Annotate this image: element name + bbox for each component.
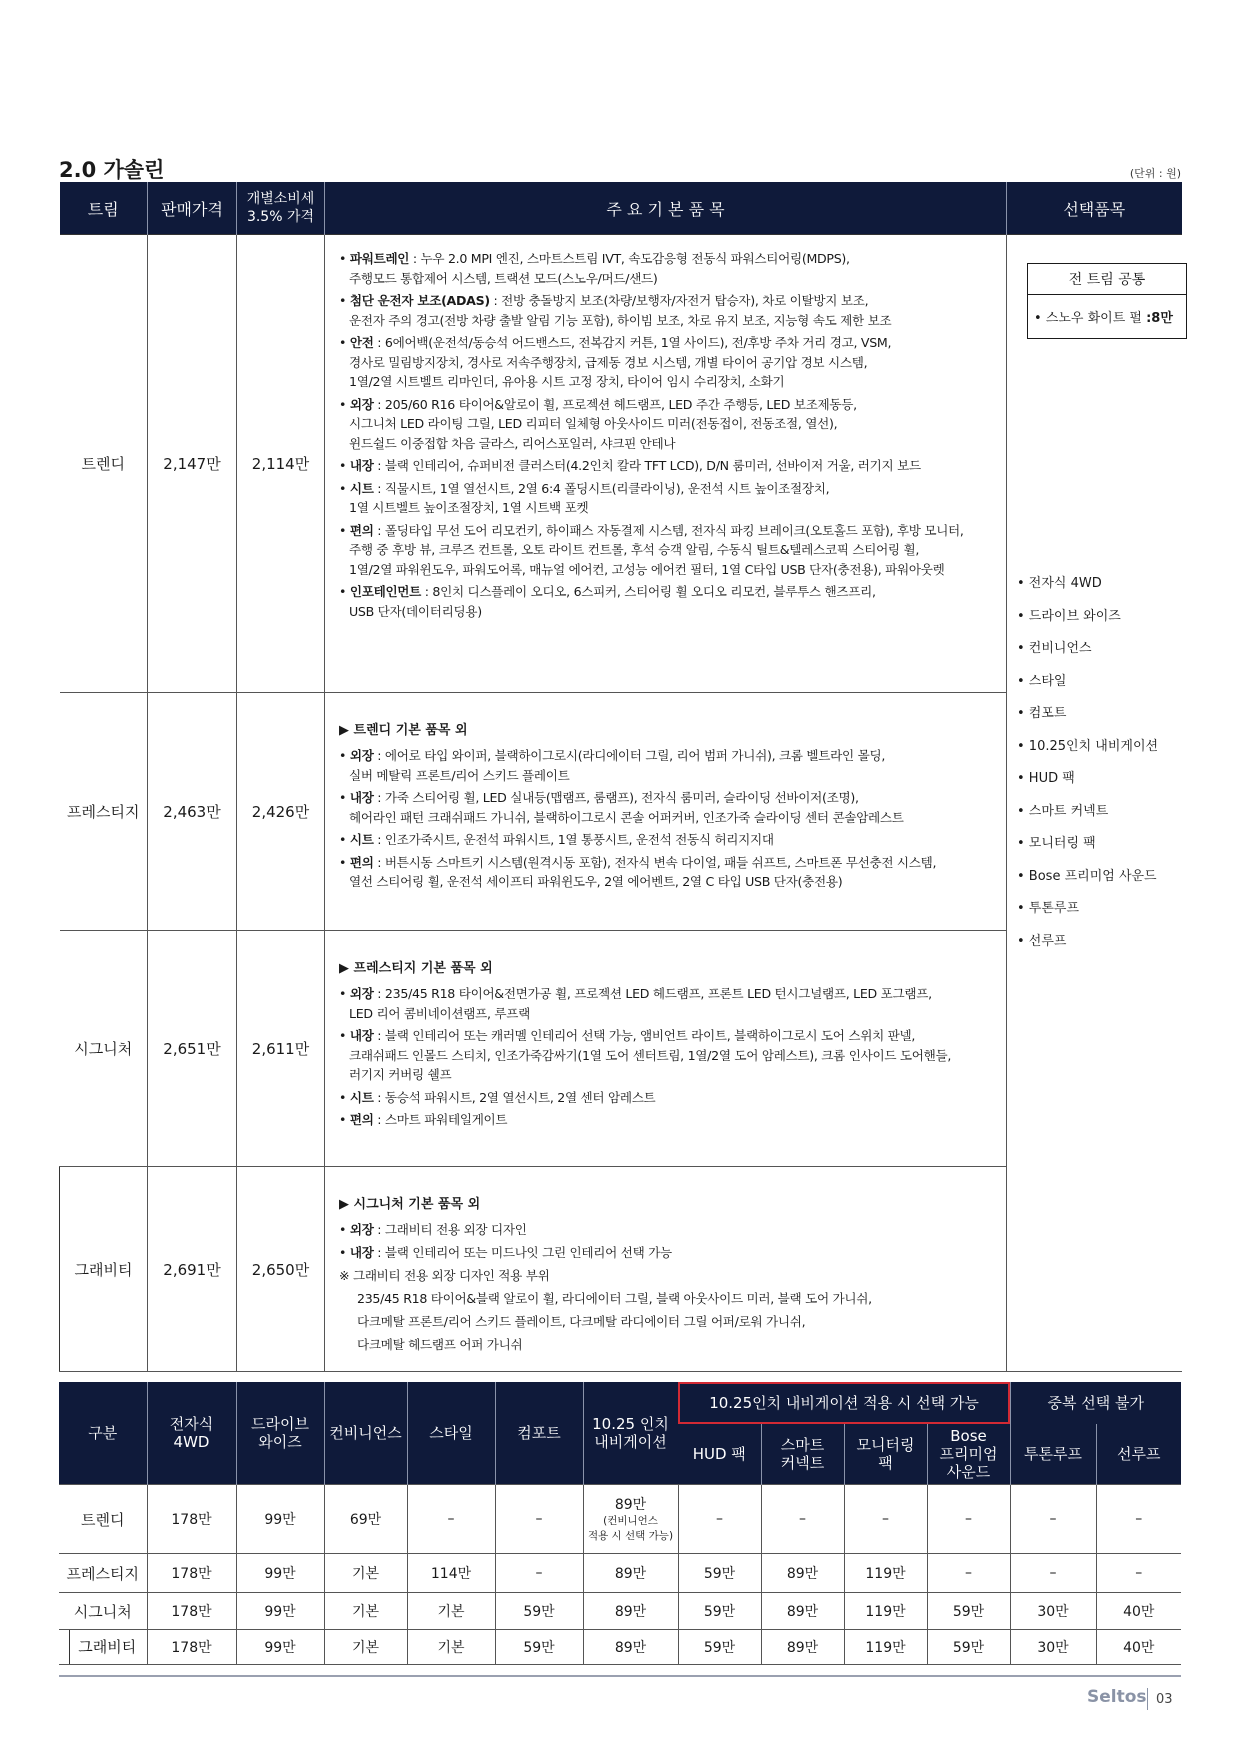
cell: 기본 — [407, 1630, 495, 1665]
price: 2,147만 — [148, 235, 237, 693]
option-item: • 선루프 — [1017, 933, 1067, 949]
cell: – — [407, 1485, 495, 1554]
common-option-item: • 스노우 화이트 펄 :8만 — [1034, 311, 1173, 326]
cell: 69만 — [324, 1485, 407, 1554]
cell: 178만 — [147, 1593, 236, 1630]
cell: 기본 — [324, 1554, 407, 1593]
header-excise-line2: 3.5% 가격 — [246, 209, 315, 225]
trim-name: 트렌디 — [60, 235, 148, 693]
feature-line: • 편의 : 폴딩타입 무선 도어 리모컨키, 하이패스 자동결제 시스템, 전자식 파킹 브레이크(오토홀드 포함), 후방 모니터, 주행 중 후방 뷰, 크루즈 컨트롤, 오토 라이트 컨트롤, 후석 승객 알림, 수동식 틸트&텔레스코픽 스티어링 휠, 1열/2열 파워윈도우, 파워도어록, 매뉴얼 에어컨, 고성능 에어컨 필터, 1열 C타입 USB 단자(충전용), 파워아웃렛 — [339, 522, 964, 577]
cell: 89만 — [761, 1593, 844, 1630]
feature-line: • 내장 : 블랙 인테리어 또는 미드나잇 그린 인테리어 선택 가능 — [339, 1244, 672, 1260]
cell: 59만 — [927, 1593, 1010, 1630]
cell: 89만 — [761, 1554, 844, 1593]
option-item: • 투톤루프 — [1017, 901, 1080, 916]
cell: 기본 — [407, 1593, 495, 1630]
footer-divider — [59, 1675, 1181, 1677]
option-item: • 전자식 4WD — [1017, 576, 1102, 591]
cell: 89만 — [583, 1630, 678, 1665]
trim-feature-table — [59, 182, 1182, 1372]
header-options: 선택품목 — [1007, 182, 1182, 235]
col-hud: HUD 팩 — [678, 1424, 761, 1485]
gravity-note-title: ※ 그래비티 전용 외장 디자인 적용 부위 — [339, 1268, 550, 1283]
cell: 59만 — [678, 1593, 761, 1630]
option-item: • 컨비니언스 — [1017, 641, 1092, 656]
cell: 99만 — [236, 1593, 324, 1630]
cell: – — [927, 1554, 1010, 1593]
col-drivewise: 드라이브 와이즈 — [236, 1382, 324, 1485]
feature-line: • 내장 : 블랙 인테리어, 슈퍼비전 클러스터(4.2인치 칼라 TFT LCD), D/N 룸미러, 선바이저 거울, 러기지 보드 — [339, 458, 921, 473]
cell: – — [1096, 1554, 1181, 1593]
cell: – — [495, 1554, 583, 1593]
header-excise-line1: 개별소비세 — [246, 191, 315, 207]
cell: 178만 — [147, 1630, 236, 1665]
cell: – — [1096, 1485, 1181, 1554]
common-option-box — [1027, 263, 1187, 339]
cell: 30만 — [1010, 1593, 1096, 1630]
col-sunroof: 선루프 — [1096, 1424, 1181, 1485]
cell: – — [844, 1485, 927, 1554]
col-bose: Bose 프리미엄 사운드 — [927, 1424, 1010, 1485]
cell: 89만 — [583, 1593, 678, 1630]
excise-price: 2,426만 — [237, 693, 325, 931]
price: 2,463만 — [148, 693, 237, 931]
price: 2,691만 — [148, 1167, 237, 1372]
feature-list — [325, 1167, 1007, 1372]
feature-line: • 파워트레인 : 누우 2.0 MPI 엔진, 스마트스트림 IVT, 속도감응형 전동식 파워스티어링(MDPS), 주행모드 통합제어 시스템, 트랙션 모드(스노우/머드/샌드) — [339, 251, 850, 286]
option-item: • 10.25인치 내비게이션 — [1017, 738, 1159, 754]
header-excise-price — [237, 182, 325, 235]
cell: 119만 — [844, 1554, 927, 1593]
table-row — [59, 1593, 1181, 1630]
header-main-features: 주 요 기 본 품 목 — [325, 182, 1007, 235]
navigation-note: (컨비니언스 적용 시 선택 가능) — [587, 1515, 674, 1542]
cell: – — [761, 1485, 844, 1554]
feature-line: • 인포테인먼트 : 8인치 디스플레이 오디오, 6스피커, 스티어링 휠 오디오 리모컨, 블루투스 핸즈프리, USB 단자(데이터리딩용) — [339, 584, 876, 619]
row-trim: 프레스티지 — [59, 1554, 147, 1593]
cell: 114만 — [407, 1554, 495, 1593]
cell: – — [678, 1485, 761, 1554]
col-navigation: 10.25 인치 내비게이션 — [583, 1382, 678, 1485]
col-group: 구분 — [59, 1382, 147, 1485]
trim-name: 프레스티지 — [60, 693, 148, 931]
brand-name: Seltos — [1087, 1687, 1147, 1707]
cell: 기본 — [324, 1593, 407, 1630]
feature-line: • 외장 : 235/45 R18 타이어&전면가공 휠, 프로젝션 LED 헤드램프, 프론트 LED 턴시그널램프, LED 포그램프, LED 리어 콤비네이션램프, 루프랙 — [339, 986, 932, 1021]
row-trendy — [60, 235, 1182, 693]
option-price-table — [59, 1382, 1181, 1665]
option-item: • HUD 팩 — [1017, 771, 1075, 786]
trim-name: 그래비티 — [60, 1167, 148, 1372]
trim-name: 시그니처 — [60, 931, 148, 1167]
table-row — [59, 1554, 1181, 1593]
cell: – — [927, 1485, 1010, 1554]
excise-price: 2,650만 — [237, 1167, 325, 1372]
cell: 59만 — [678, 1630, 761, 1665]
table-row — [59, 1485, 1181, 1554]
gravity-note-line: 다크메탈 헤드램프 어퍼 가니쉬 — [357, 1337, 523, 1352]
cell: 178만 — [147, 1554, 236, 1593]
cell: 30만 — [1010, 1630, 1096, 1665]
table-row — [59, 1630, 1181, 1665]
excise-price: 2,114만 — [237, 235, 325, 693]
cell: 89만 — [761, 1630, 844, 1665]
gravity-note-line: 다크메탈 프론트/리어 스키드 플레이트, 다크메탈 라디에이터 그릴 어퍼/로워 가니쉬, — [357, 1314, 806, 1329]
section-title: 2.0 가솔린 — [59, 158, 165, 182]
feature-line: • 첨단 운전자 보조(ADAS) : 전방 충돌방지 보조(차량/보행자/자전거 탑승자), 차로 이탈방지 보조, 운전자 주의 경고(전방 차량 출발 알림 기능 포함), 하이빔 보조, 차로 유지 보조, 지능형 속도 제한 보조 — [339, 293, 892, 328]
unit-label: (단위 : 원) — [1129, 167, 1181, 180]
header-price: 판매가격 — [148, 182, 237, 235]
cell: 59만 — [495, 1593, 583, 1630]
option-item: • 모니터링 팩 — [1017, 836, 1096, 851]
feature-line: • 외장 : 에어로 타입 와이퍼, 블랙하이그로시(라디에이터 그릴, 리어 범퍼 가니쉬), 크롬 벨트라인 몰딩, 실버 메탈릭 프론트/리어 스키드 플레이트 — [339, 748, 886, 783]
footer-separator — [1147, 1688, 1148, 1710]
cell: 178만 — [147, 1485, 236, 1554]
cell: 89만 — [583, 1554, 678, 1593]
feature-line: • 내장 : 블랙 인테리어 또는 캐러멜 인테리어 선택 가능, 앰비언트 라이트, 블랙하이그로시 도어 스위치 판넬, 크래쉬패드 인몰드 스티치, 인조가죽감싸기(1열 도어 센터트림, 1열/2열 도어 암레스트), 크롬 인사이드 도어핸들, 러기지 커버링 쉘프 — [339, 1028, 952, 1082]
row-trim: 트렌디 — [59, 1485, 147, 1554]
col-two-tone-roof: 투톤루프 — [1010, 1424, 1096, 1485]
option-list — [1017, 574, 1172, 964]
feature-heading: ▶ 트렌디 기본 품목 외 — [339, 723, 468, 738]
cell: 119만 — [844, 1593, 927, 1630]
common-option-title: 전 트림 공통 — [1028, 264, 1186, 295]
feature-list — [325, 235, 1007, 693]
col-smart-connect: 스마트 커넥트 — [761, 1424, 844, 1485]
cell: 40만 — [1096, 1593, 1181, 1630]
col-monitoring: 모니터링 팩 — [844, 1424, 927, 1485]
col-convenience: 컨비니언스 — [324, 1382, 407, 1485]
col-comfort: 컴포트 — [495, 1382, 583, 1485]
feature-list — [325, 693, 1007, 931]
header-trim: 트림 — [60, 182, 148, 235]
cell-navigation: 89만 (컨비니언스 적용 시 선택 가능) — [583, 1485, 678, 1554]
feature-line: • 편의 : 버튼시동 스마트키 시스템(원격시동 포함), 전자식 변속 다이얼, 패들 쉬프트, 스마트폰 무선충전 시스템, 열선 스티어링 휠, 운전석 세이프티 파워윈도우, 2열 에어벤트, 2열 C 타입 USB 단자(충전용) — [339, 854, 937, 889]
cell: 59만 — [495, 1630, 583, 1665]
feature-line: • 시트 : 인조가죽시트, 운전석 파워시트, 1열 통풍시트, 운전석 전동식 허리지지대 — [339, 832, 774, 847]
exclusive-group-header: 중복 선택 불가 — [1010, 1382, 1181, 1424]
feature-line: • 내장 : 가죽 스티어링 휠, LED 실내등(맵램프, 룸램프), 전자식 룸미러, 슬라이딩 선바이저(조명), 헤어라인 패턴 크래쉬패드 가니쉬, 블랙하이그로시 콘솔 어퍼커버, 인조가죽 슬라이딩 센터 콘솔암레스트 — [339, 790, 904, 825]
feature-line: • 편의 : 스마트 파워테일게이트 — [339, 1112, 508, 1127]
cell: 119만 — [844, 1630, 927, 1665]
feature-line: • 시트 : 직물시트, 1열 열선시트, 2열 6:4 폴딩시트(리클라이닝), 운전석 시트 높이조절장치, 1열 시트벨트 높이조절장치, 1열 시트백 포켓 — [339, 480, 830, 515]
cell: 59만 — [927, 1630, 1010, 1665]
col-awd: 전자식 4WD — [147, 1382, 236, 1485]
feature-line: • 외장 : 205/60 R16 타이어&알로이 휠, 프로젝션 헤드램프, LED 주간 주행등, LED 보조제동등, 시그니처 LED 라이팅 그릴, LED 리피터 일체형 아웃사이드 미러(전동접이, 전동조절, 열선), 윈드쉴드 이중접합 차음 글라스, 리어스포일러, 샤크핀 안테나 — [339, 396, 857, 451]
cell: 99만 — [236, 1485, 324, 1554]
feature-heading: ▶ 시그니처 기본 품목 외 — [339, 1197, 481, 1212]
col-style: 스타일 — [407, 1382, 495, 1485]
cell: 59만 — [678, 1554, 761, 1593]
cell: 기본 — [324, 1630, 407, 1665]
gravity-note-line: 235/45 R18 타이어&블랙 알로이 휠, 라디에이터 그릴, 블랙 아웃사이드 미러, 블랙 도어 가니쉬, — [357, 1291, 872, 1306]
cell: 40만 — [1096, 1630, 1181, 1665]
feature-heading: ▶ 프레스티지 기본 품목 외 — [339, 961, 493, 976]
cell: – — [495, 1485, 583, 1554]
price: 2,651만 — [148, 931, 237, 1167]
row-trim: 그래비티 — [59, 1630, 147, 1665]
feature-line: • 안전 : 6에어백(운전석/동승석 어드밴스드, 전복감지 커튼, 1열 사이드), 전/후방 주차 거리 경고, VSM, 경사로 밀림방지장치, 경사로 저속주행장치, 급제동 경보 시스템, 개별 타이어 공기압 경보 시스템, 1열/2열 시트벨트 리마인더, 유아용 시트 고정 장치, 타이어 임시 수리장치, 소화기 — [339, 335, 892, 389]
feature-list — [325, 931, 1007, 1167]
option-item: • Bose 프리미엄 사운드 — [1017, 868, 1157, 884]
option-item: • 컴포트 — [1017, 706, 1067, 721]
cell: 99만 — [236, 1554, 324, 1593]
navi-dependent-group-header: 10.25인치 내비게이션 적용 시 선택 가능 — [678, 1382, 1010, 1424]
page-number: 03 — [1156, 1692, 1173, 1707]
feature-line: • 시트 : 동승석 파워시트, 2열 열선시트, 2열 센터 암레스트 — [339, 1089, 656, 1105]
option-item: • 스타일 — [1017, 673, 1067, 689]
feature-line: • 외장 : 그래비티 전용 외장 디자인 — [339, 1222, 527, 1237]
cell: – — [1010, 1554, 1096, 1593]
row-trim: 시그니처 — [59, 1593, 147, 1630]
cell: – — [1010, 1485, 1096, 1554]
cell: 99만 — [236, 1630, 324, 1665]
option-item: • 스마트 커넥트 — [1017, 803, 1109, 819]
excise-price: 2,611만 — [237, 931, 325, 1167]
options-column — [1007, 235, 1182, 1372]
option-item: • 드라이브 와이즈 — [1017, 608, 1121, 624]
